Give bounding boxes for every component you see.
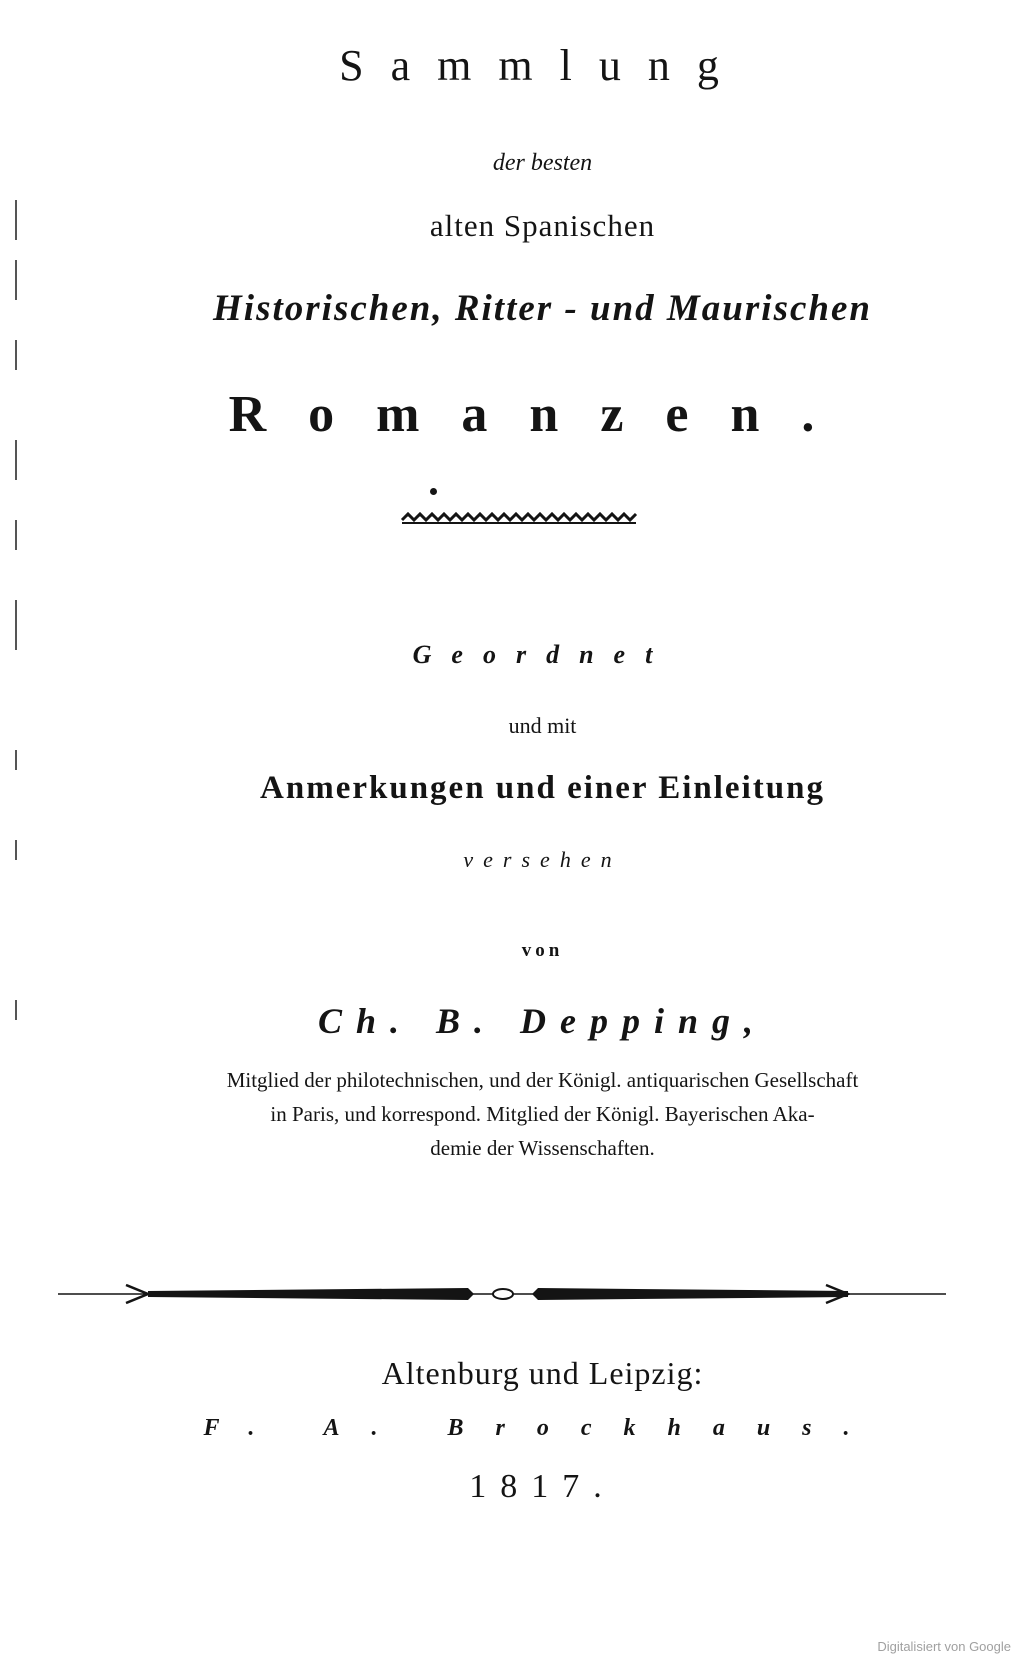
binding-edge-marks	[10, 180, 24, 1080]
author-membership-line-1: Mitglied der philotechnischen, und der Königl. antiquarischen Gesellschaft	[226, 1068, 859, 1092]
author-membership-line-3: demie der Wissenschaften.	[430, 1136, 655, 1160]
line-geordnet: Geordnet	[412, 640, 673, 669]
ornament-dot	[430, 488, 437, 495]
line-anmerkungen: Anmerkungen und einer Einleitung	[260, 770, 825, 806]
line-und-mit: und mit	[508, 713, 577, 738]
line-versehen: versehen	[463, 847, 622, 872]
digitization-watermark: Digitalisiert von Google	[877, 1639, 1011, 1654]
publication-place: Altenburg und Leipzig:	[381, 1355, 704, 1391]
double-arrow-rule-ornament	[58, 1282, 948, 1306]
subtitle-besten: der besten	[492, 150, 593, 176]
line-von: von	[521, 940, 564, 961]
subtitle-romanzen: Romanzen.	[228, 386, 857, 443]
book-title: Sammlung	[339, 41, 746, 90]
subtitle-alten: alten Spanischen	[429, 208, 656, 243]
publisher: F. A. Brockhaus.	[203, 1415, 882, 1441]
wavy-rule-ornament	[400, 512, 640, 526]
author-name: Ch. B. Depping,	[317, 1001, 768, 1041]
author-membership-line-2: in Paris, und korrespond. Mitglied der Königl. Bayerischen Aka-	[270, 1102, 815, 1126]
subtitle-historischen: Historischen, Ritter - und Maurischen	[213, 288, 872, 329]
publication-year: 1817.	[469, 1468, 616, 1505]
